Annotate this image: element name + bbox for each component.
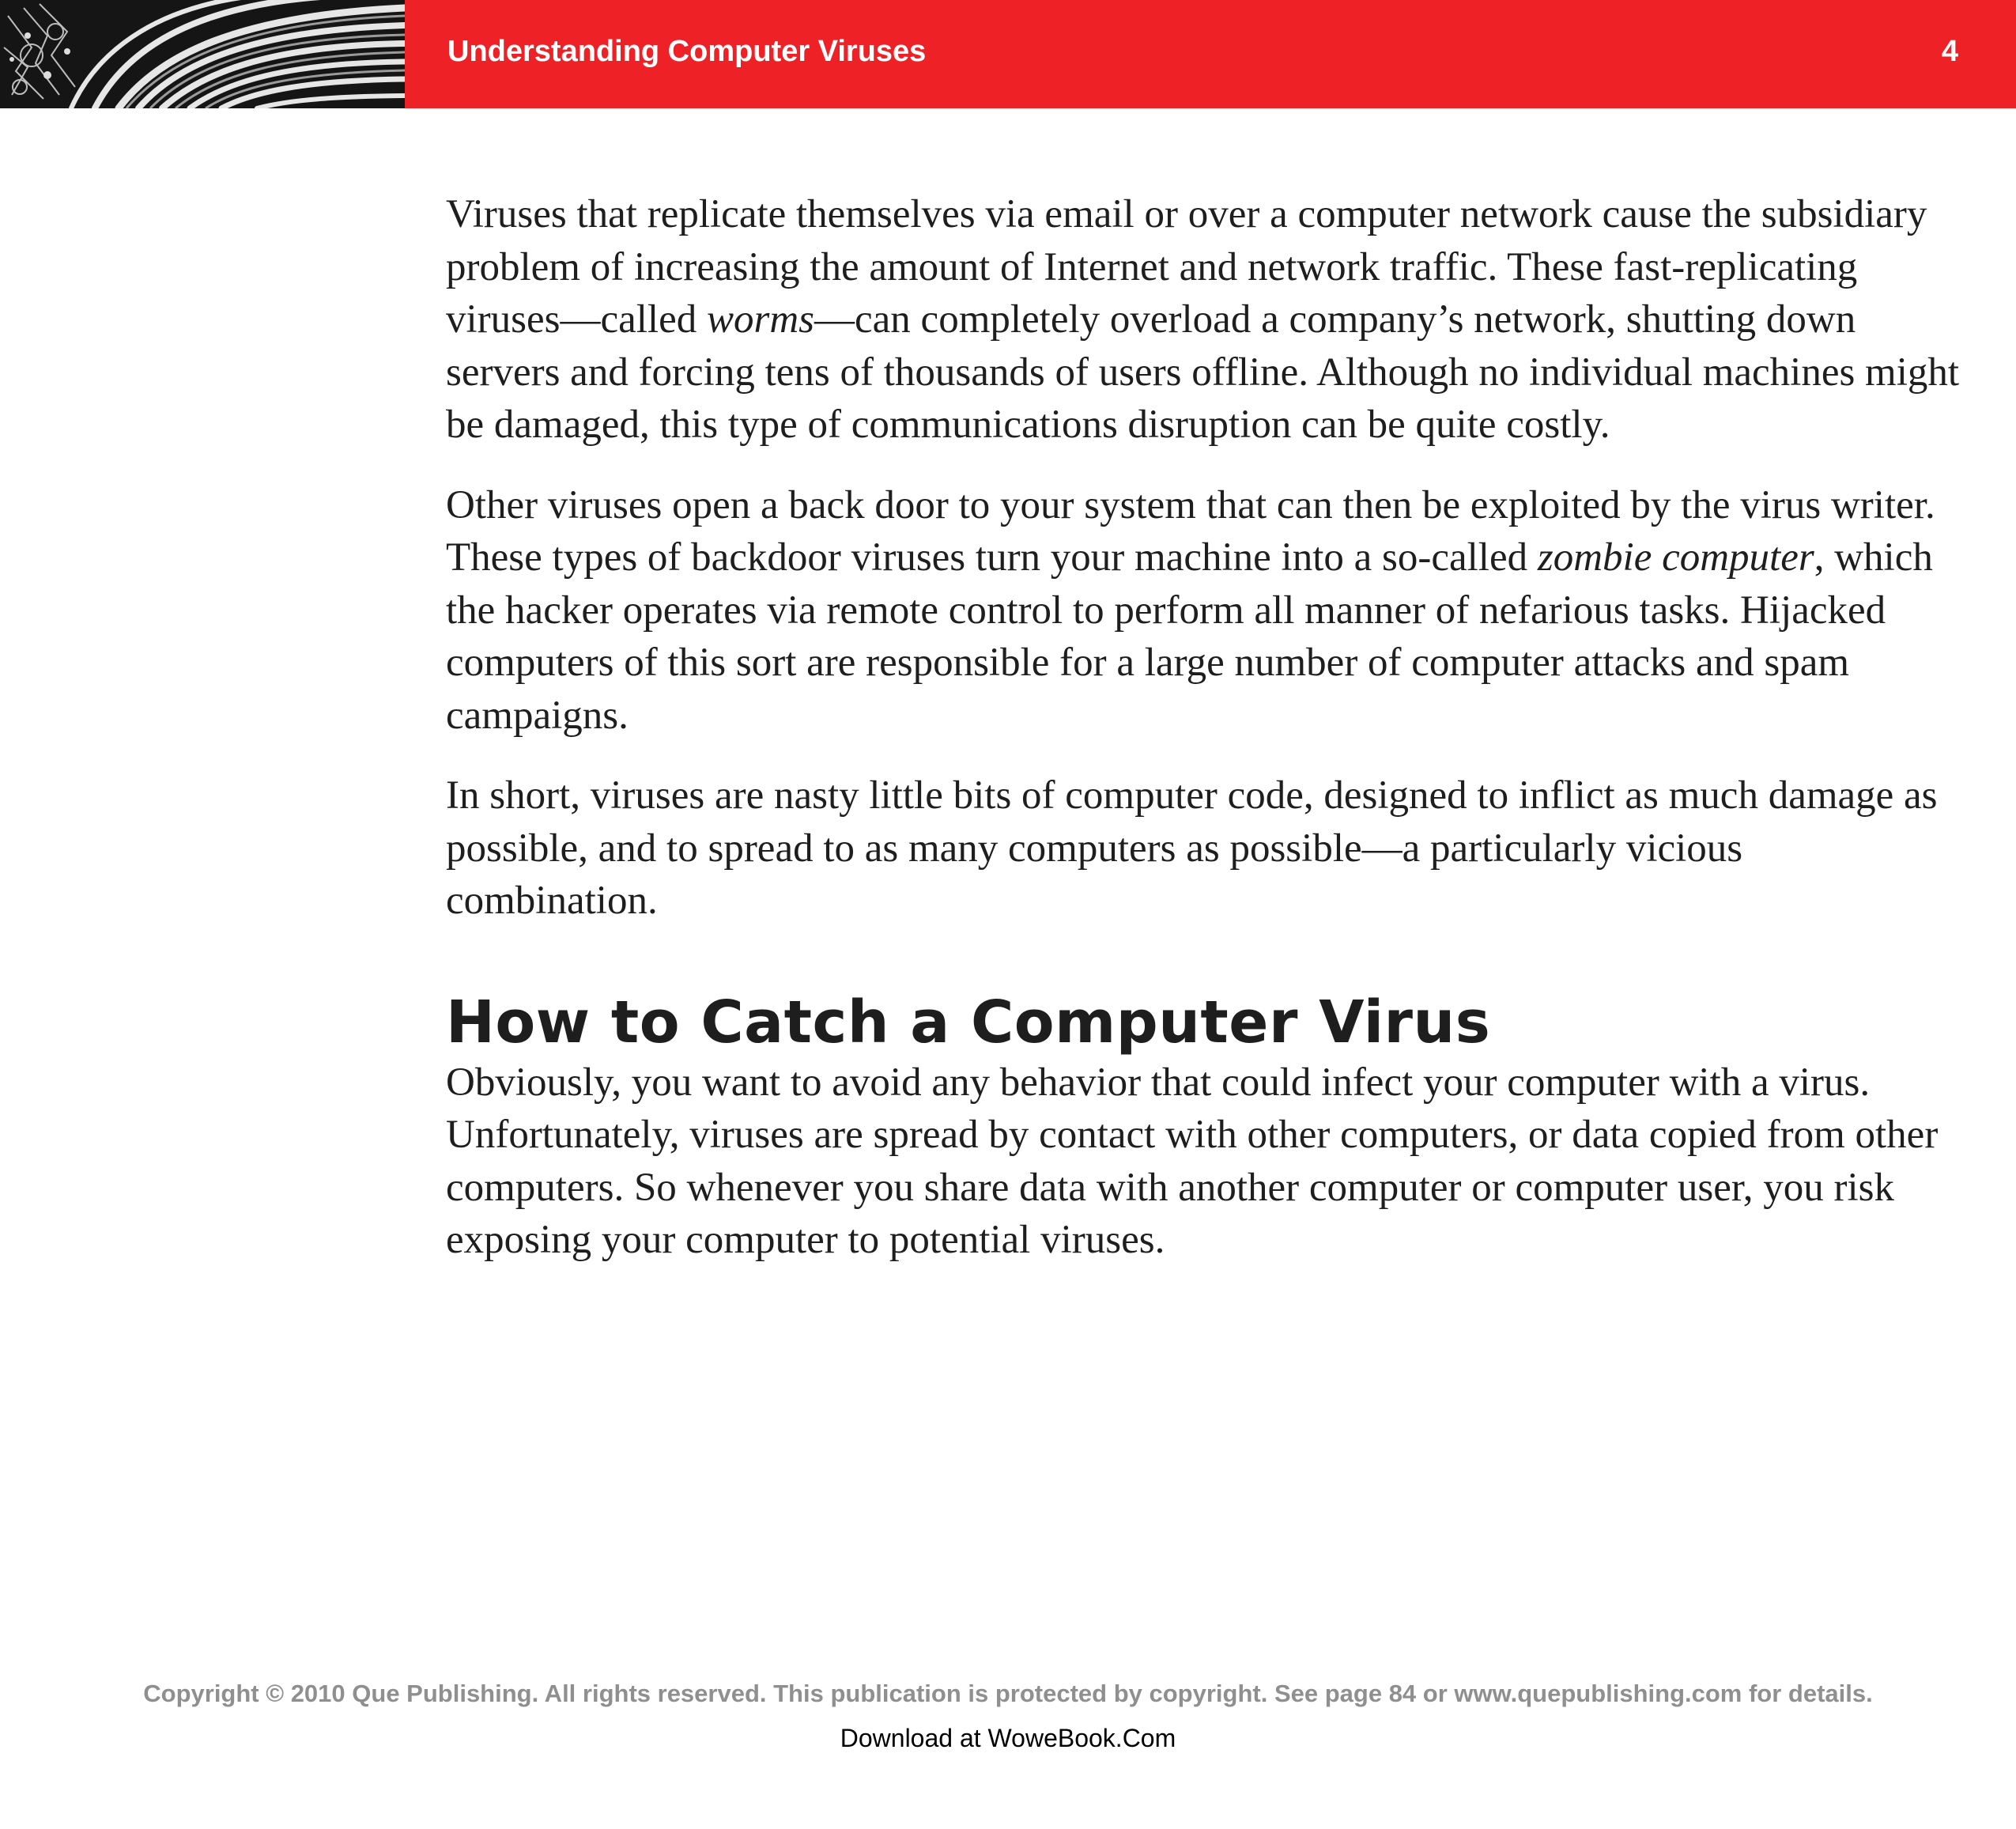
page-body [446,188,1964,1294]
download-credit: Download at WoweBook.Com [840,1724,1176,1752]
paragraph-text: Other viruses open a back door to your system that can then be exploited by the virus writer. These types of backdoor viruses turn your machine into a so-called [446,482,1935,580]
paragraph-worms [446,188,1964,452]
section-heading: How to Catch a Computer Virus [446,988,1491,1056]
paragraph-text: , which the hacker operates via remote control to perform all manner of nefarious tasks. Hijacked computers of this sort are responsible for a large number of computer attacks and spam campaigns. [446,535,1933,738]
abstract-swirl-image [0,0,405,108]
paragraph-text: Viruses that replicate themselves via email or over a computer network cause the subsidiary problem of increasing the amount of Internet and network traffic. These fast-replicating viruses—called [446,192,1927,342]
paragraph-summary: In short, viruses are nasty little bits of computer code, designed to inflict as much damage as possible, and to spread to as many computers as possible—a particularly vicious combination. [446,773,1938,923]
page-header [0,0,2016,108]
paragraph-text: —can completely overload a company’s network, shutting down servers and forcing tens of thousands of users offline. Although no individual machines might be damaged, this type of communications disruption can be quite costly. [446,297,1960,447]
header-decorative-image [0,0,405,108]
running-header-title: Understanding Computer Viruses [447,35,927,68]
paragraph-catch-virus: Obviously, you want to avoid any behavior that could infect your computer with a virus. Unfortunately, viruses are spread by contact with other computers, or data copied from other computers. So whenever you share data with another computer or computer user, you risk exposing your computer to potential viruses. [446,1060,1939,1262]
emphasis-term-worms: worms [706,297,815,342]
page-number: 4 [1941,35,1958,68]
emphasis-term-zombie-computer: zombie computer [1537,535,1814,580]
paragraph-zombie [446,479,1964,743]
copyright-notice: Copyright © 2010 Que Publishing. All rights reserved. This publication is protected by copyright. See page 84 or www.quepublishing.com for details. [143,1680,1873,1707]
